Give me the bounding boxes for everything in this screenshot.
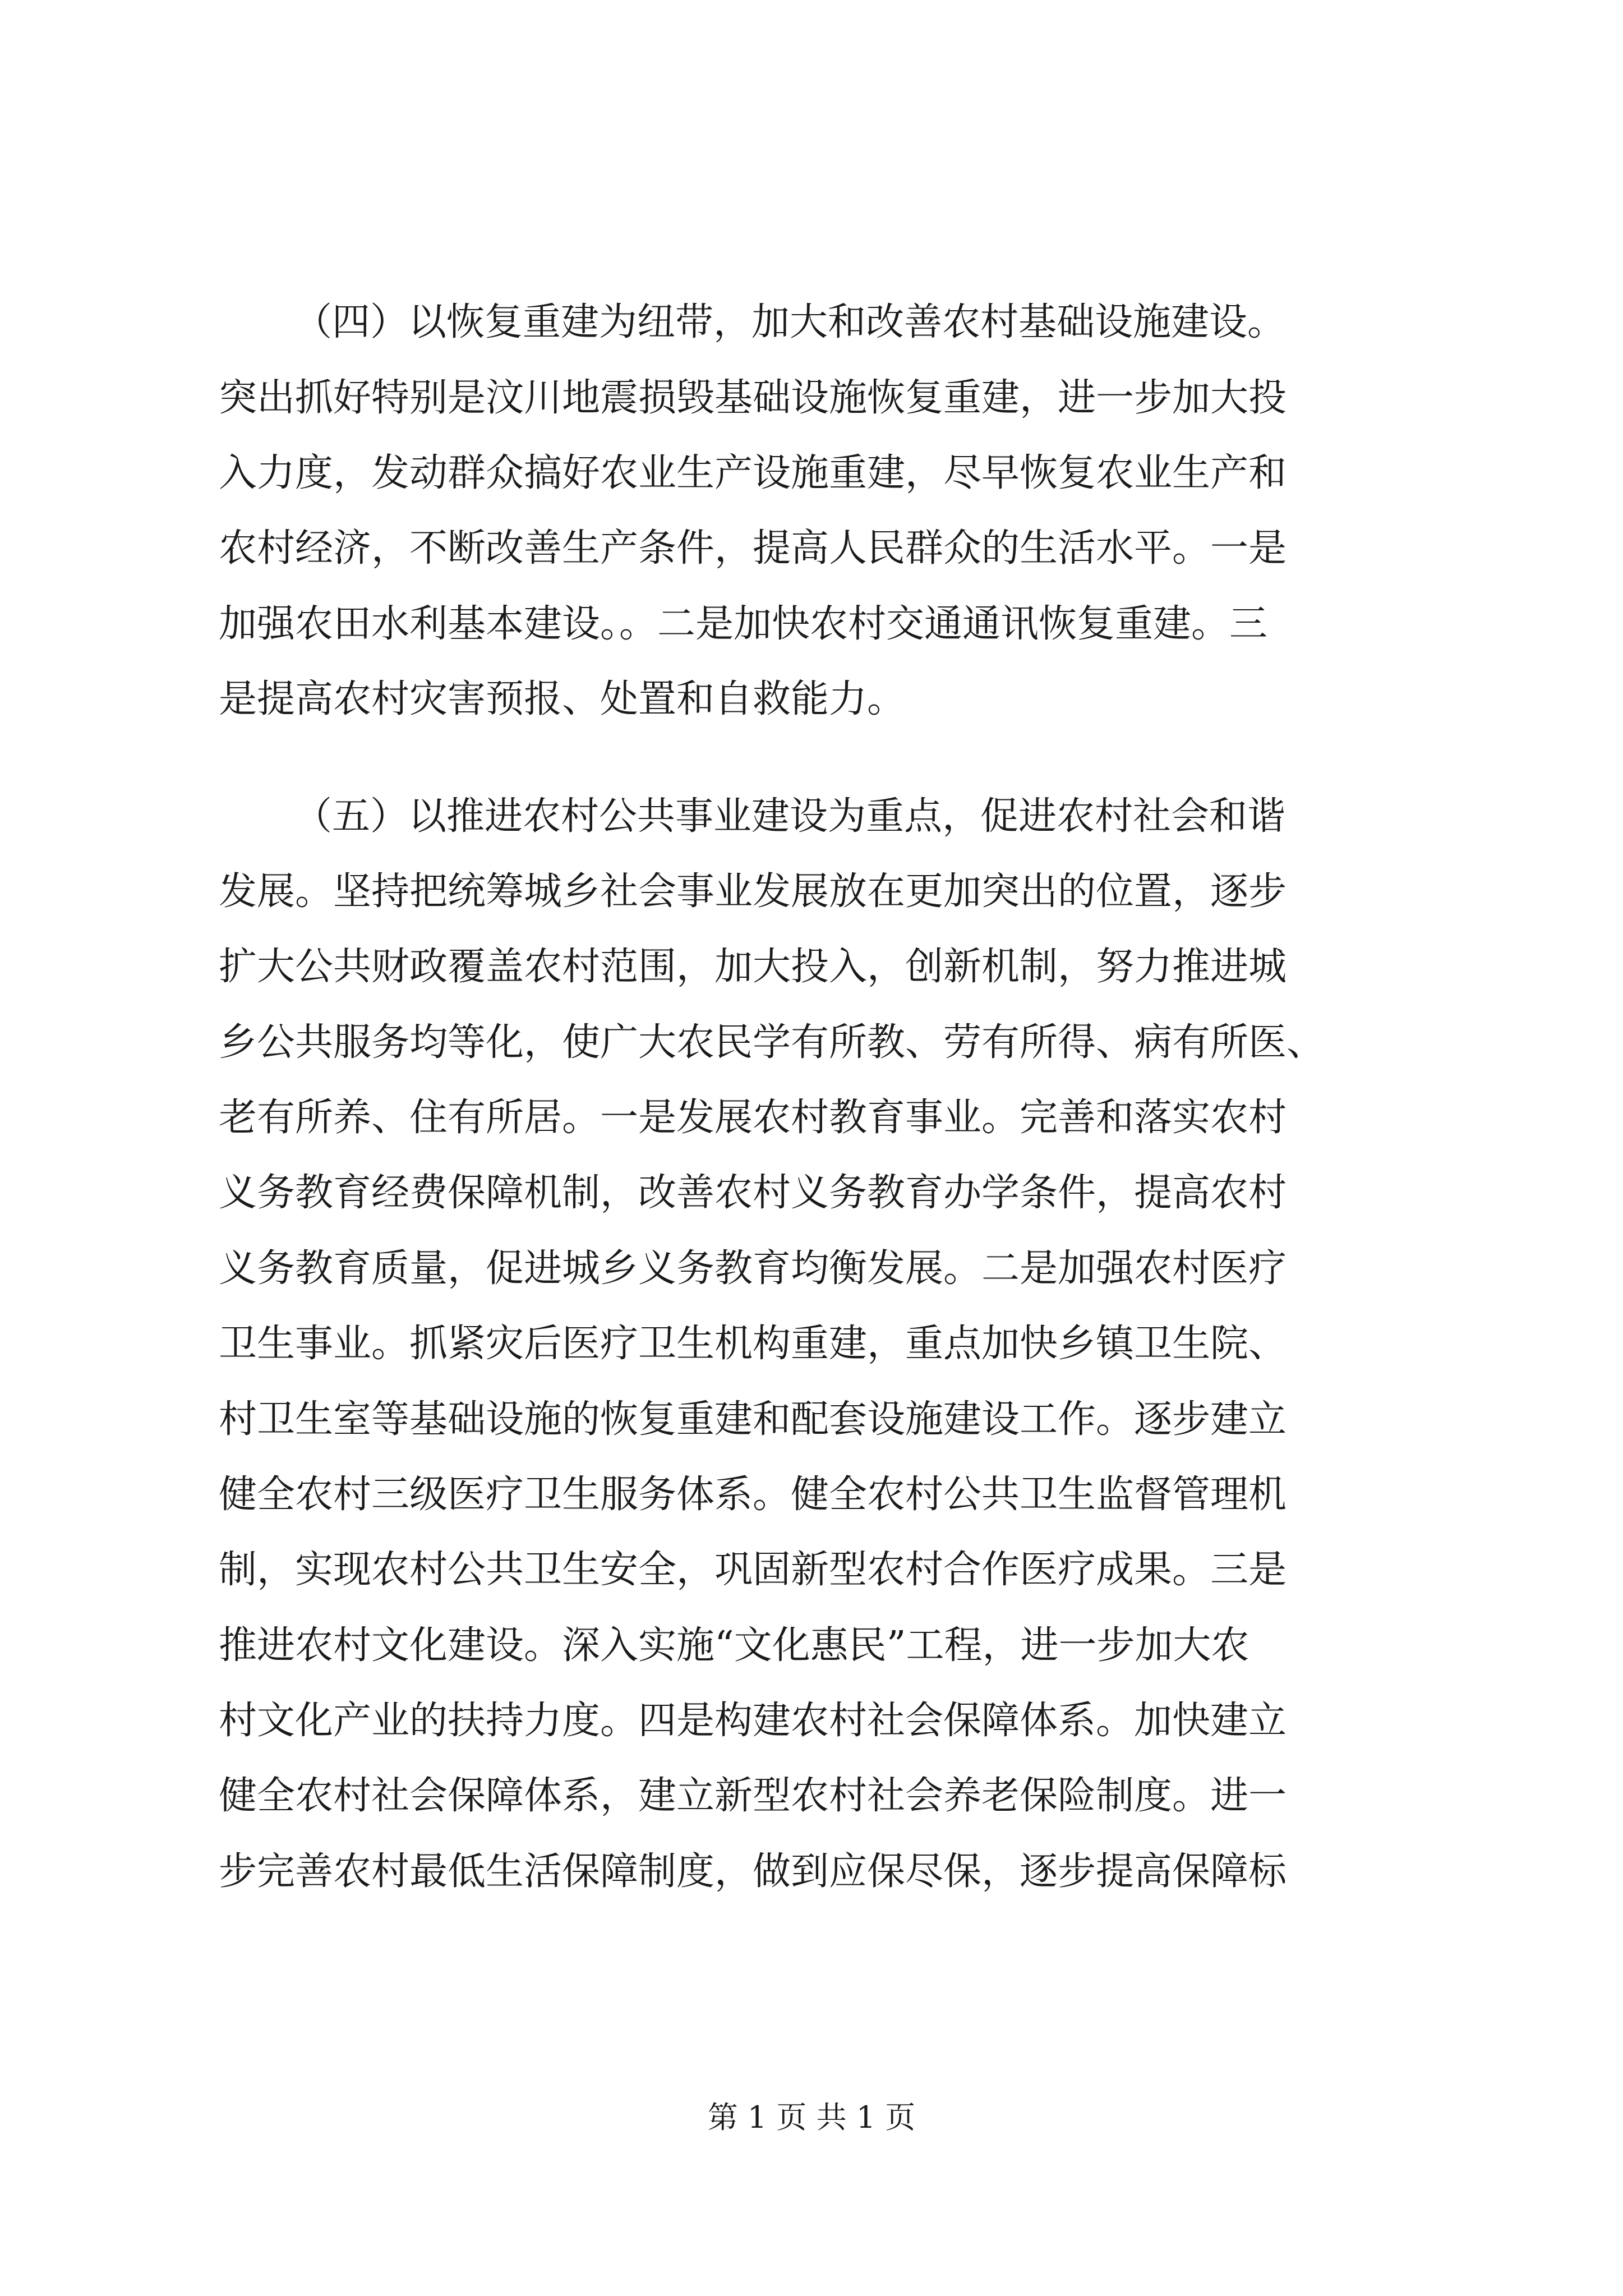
- text-line: （四）以恢复重建为纽带，加大和改善农村基础设施建设。: [294, 300, 1286, 344]
- text-line: 义务教育质量，促进城乡义务教育均衡发展。二是加强农村医疗: [219, 1246, 1287, 1291]
- text-line: 义务教育经费保障机制，改善农村义务教育办学条件，提高农村: [219, 1171, 1287, 1215]
- text-line: 入力度，发动群众搞好农业生产设施重建，尽早恢复农业生产和: [219, 451, 1287, 495]
- text-line: 村文化产业的扶持力度。四是构建农村社会保障体系。加快建立: [219, 1699, 1287, 1743]
- text-line: 农村经济，不断改善生产条件，提高人民群众的生活水平。一是: [219, 526, 1287, 570]
- text-line: （五）以推进农村公共事业建设为重点，促进农村社会和谐: [294, 794, 1286, 839]
- text-line: 健全农村三级医疗卫生服务体系。健全农村公共卫生监督管理机: [219, 1473, 1287, 1517]
- text-line: 是提高农村灾害预报、处置和自救能力。: [219, 677, 906, 721]
- text-line: 乡公共服务均等化，使广大农民学有所教、劳有所得、病有所医、: [219, 1020, 1325, 1065]
- text-line: 加强农田水利基本建设。。二是加快农村交通通讯恢复重建。三: [219, 602, 1268, 646]
- text-line: 制，实现农村公共卫生安全，巩固新型农村合作医疗成果。三是: [219, 1548, 1287, 1592]
- text-line: 老有所养、住有所居。一是发展农村教育事业。完善和落实农村: [219, 1096, 1287, 1140]
- text-line: 步完善农村最低生活保障制度，做到应保尽保，逐步提高保障标: [219, 1849, 1287, 1894]
- text-line: 村卫生室等基础设施的恢复重建和配套设施建设工作。逐步建立: [219, 1397, 1287, 1442]
- text-line: 推进农村文化建设。深入实施“文化惠民”工程，进一步加大农: [219, 1623, 1249, 1668]
- text-line: 卫生事业。抓紧灾后医疗卫生机构重建，重点加快乡镇卫生院、: [219, 1322, 1287, 1366]
- text-line: 突出抓好特别是汶川地震损毁基础设施恢复重建，进一步加大投: [219, 376, 1287, 420]
- text-line: 健全农村社会保障体系，建立新型农村社会养老保险制度。进一: [219, 1774, 1287, 1818]
- page-number-footer: 第 1 页 共 1 页: [707, 2100, 916, 2135]
- text-line: 发展。坚持把统筹城乡社会事业发展放在更加突出的位置，逐步: [219, 869, 1287, 914]
- text-line: 扩大公共财政覆盖农村范围，加大投入，创新机制，努力推进城: [219, 945, 1287, 989]
